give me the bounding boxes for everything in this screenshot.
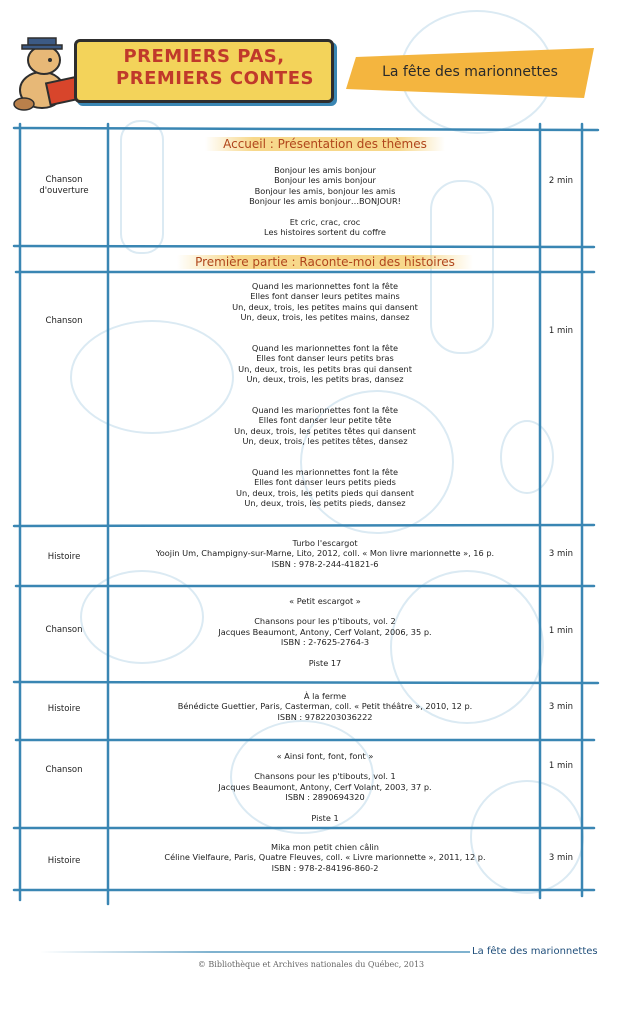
song-stanza: Quand les marionnettes font la fête Elles font danser leurs petits bras Un, deux, trois, les petits bras qui dansent Un, deux, trois, les petits bras, dansez [238,343,412,385]
row-label: Chanson d'ouverture [39,175,89,196]
theme-title: La fête des marionnettes [382,64,558,80]
row-duration: 1 min [548,626,574,636]
logo-line-1: PREMIERS PAS, [123,46,285,67]
row-label: Histoire [47,704,81,714]
row-label: Histoire [47,856,81,866]
row-label: Chanson [45,765,83,775]
section-title-accueil: Accueil : Présentation des thèmes [110,137,540,151]
copyright: © Bibliothèque et Archives nationales du Québec, 2013 [197,960,425,969]
row-duration: 2 min [548,176,574,186]
row-duration: 1 min [548,326,574,336]
footer-theme-title: La fête des marionnettes [472,946,598,957]
row-duration: 3 min [548,702,574,712]
section-title-premiere-partie: Première partie : Raconte-moi des histoires [110,255,540,269]
row-content: « Petit escargot » Chansons pour les p'tibouts, vol. 2 Jacques Beaumont, Antony, Cerf Volant, 2006, 35 p. ISBN : 2-7625-2764-3 Piste 17 [218,596,432,668]
logo-line-2: PREMIERS CONTES [116,68,314,89]
row-content: À la ferme Bénédicte Guettier, Paris, Casterman, coll. « Petit théâtre », 2010, 12 p. ISBN : 9782203036222 [177,691,473,722]
row-content: Bonjour les amis bonjour Bonjour les amis bonjour Bonjour les amis, bonjour les amis Bonjour les amis bonjour…BONJOUR! Et cric, crac, croc Les histoires sortent du coffre [249,165,401,238]
song-stanza: Quand les marionnettes font la fête Elles font danser leurs petites mains Un, deux, trois, les petites mains qui dansent Un, deux, trois, les petites mains, dansez [232,281,418,323]
row-label: Chanson [45,625,83,635]
row-content: Turbo l'escargot Yoojin Um, Champigny-sur-Marne, Lito, 2012, coll. « Mon livre marionnette », 16 p. ISBN : 978-2-244-41821-6 [155,538,495,569]
row-content: Mika mon petit chien câlin Céline Vielfaure, Paris, Quatre Fleuves, coll. « Livre marionnette », 2011, 12 p. ISBN : 978-2-84196-860-2 [164,842,486,873]
row-label: Histoire [47,552,81,562]
row-content: « Ainsi font, font, font » Chansons pour les p'tibouts, vol. 1 Jacques Beaumont, Antony, Cerf Volant, 2003, 37 p. ISBN : 2890694320 Piste 1 [218,751,432,823]
row-label: Chanson [45,316,83,326]
row-duration: 1 min [548,761,574,771]
song-stanza: Quand les marionnettes font la fête Elles font danser leurs petits pieds Un, deux, trois, les petits pieds qui dansent Un, deux, trois, les petits pieds, dansez [236,467,414,509]
row-duration: 3 min [548,853,574,863]
row-duration: 3 min [548,549,574,559]
song-stanza: Quand les marionnettes font la fête Elles font danser leur petite tête Un, deux, trois, les petites têtes qui dansent Un, deux, trois, les petites têtes, dansez [234,405,416,447]
footer-divider [40,951,470,953]
